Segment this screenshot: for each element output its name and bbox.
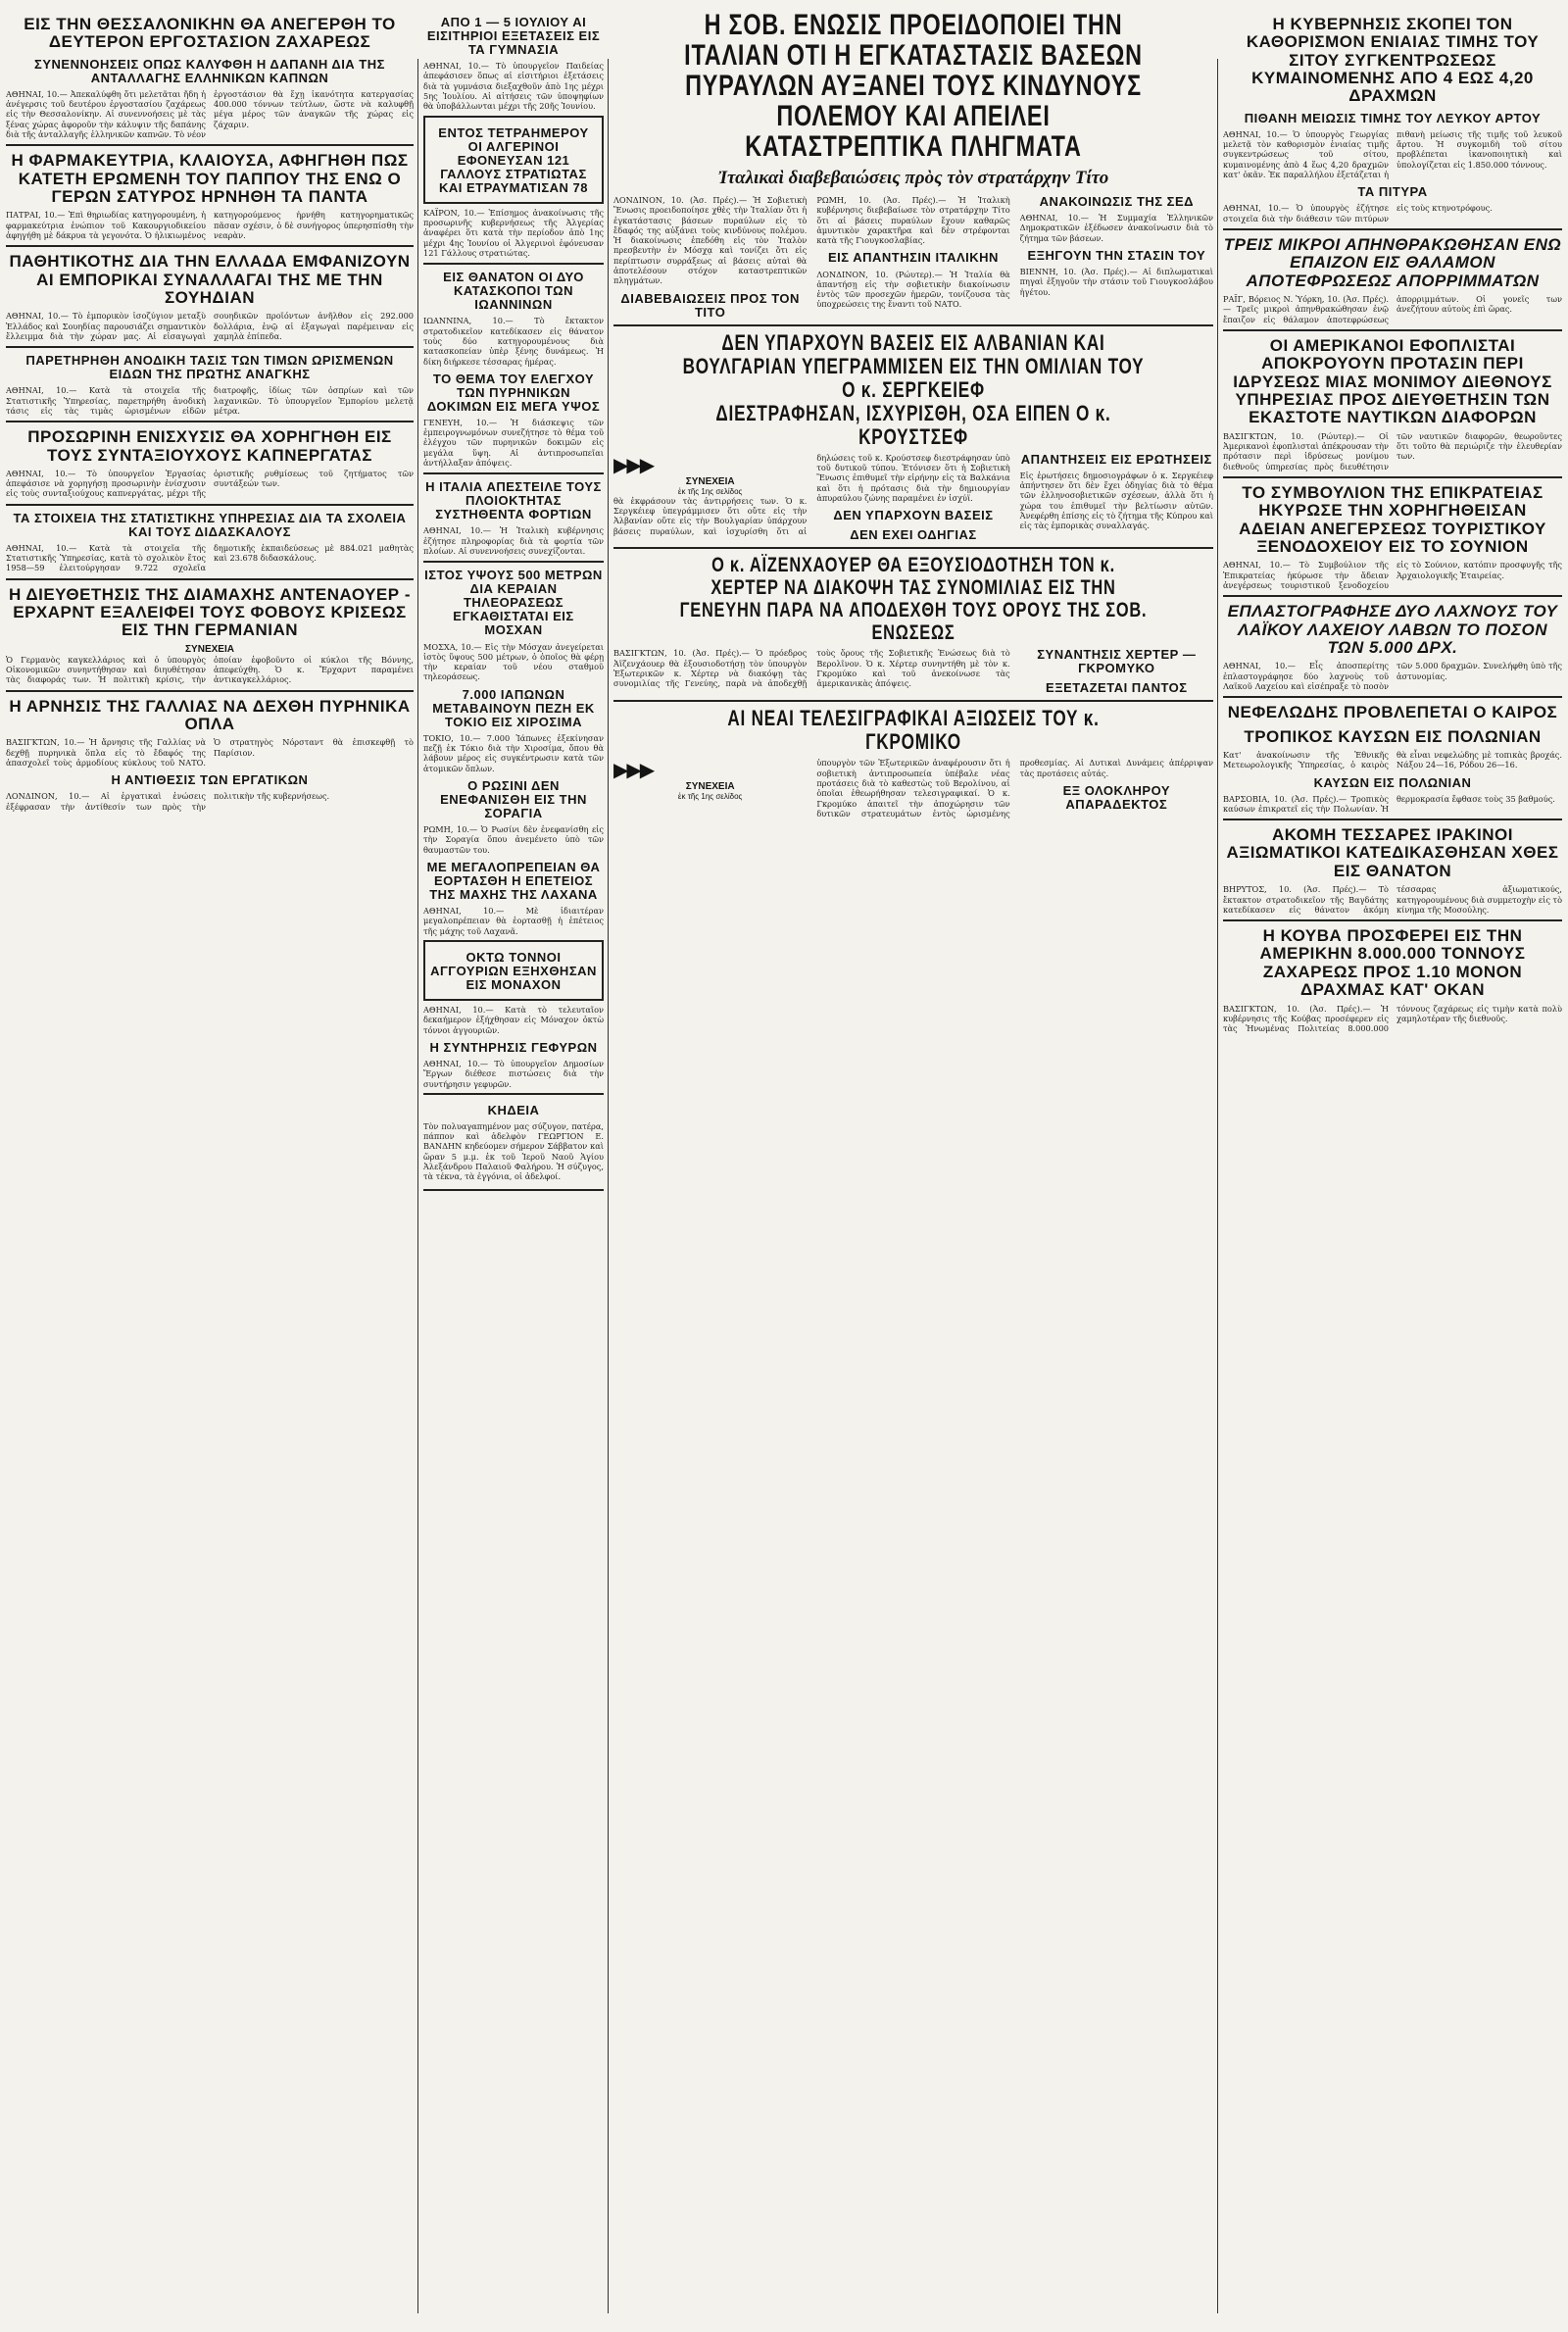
article-lachana: ΑΘΗΝΑΙ, 10.— Μὲ ἰδιαιτέραν μεγαλοπρέπειαν θὰ ἑορτασθῇ ἡ ἐπέτειος τῆς μάχης τοῦ Λαχανᾶ. <box>423 906 604 936</box>
headline-gallia: Η ΑΡΝΗΣΙΣ ΤΗΣ ΓΑΛΛΙΑΣ ΝΑ ΔΕΧΘΗ ΠΥΡΗΝΙΚΑ ΟΠΛΑ <box>9 696 411 734</box>
column-divider <box>1217 59 1218 2313</box>
subhead-pitura: ΤΑ ΠΙΤΥΡΑ <box>1357 184 1428 200</box>
article-times: ΑΘΗΝΑΙ, 10.— Κατὰ τὰ στοιχεῖα τῆς Στατιστικῆς Ὑπηρεσίας, παρετηρήθη ἀνοδικὴ τάσις εἰς τὰς τιμὰς ὡρισμένων εἰδῶν διατροφῆς, ἰδίως τῶν ὀσπρίων καὶ τῶν λαχανικῶν. Τὸ ὑπουργεῖον Ἐμπορίου μελετᾷ μέτρα. <box>6 385 414 416</box>
column-left <box>6 10 414 2323</box>
headline-irak: ΑΚΟΜΗ ΤΕΣΣΑΡΕΣ ΙΡΑΚΙΝΟΙ ΑΞΙΩΜΑΤΙΚΟΙ ΚΑΤΕΔΙΚΑΣΘΗΣΑΝ ΧΘΕΣ ΕΙΣ ΘΑΝΑΤΟΝ <box>1226 825 1559 880</box>
main-subheadline: Ἰταλικαὶ διαβεβαιώσεις πρὸς τὸν στρατάρχην Τίτο <box>717 168 1109 188</box>
headline-lachana: ΜΕ ΜΕΓΑΛΟΠΡΕΠΕΙΑΝ ΘΑ ΕΟΡΤΑΣΘΗ Η ΕΠΕΤΕΙΟΣ ΤΗΣ ΜΑΧΗΣ ΤΗΣ ΛΑΧΑΝΑ <box>426 859 601 903</box>
headline-kouba: Η ΚΟΥΒΑ ΠΡΟΣΦΕΡΕΙ ΕΙΣ ΤΗΝ ΑΜΕΡΙΚΗΝ 8.000.000 ΤΟΝΝΟΥΣ ΖΑΧΑΡΕΩΣ ΠΡΟΣ 1.10 ΜΟΝΟΝ ΔΡΑΧΜΑΣ ΚΑΤ' ΟΚΑΝ <box>1259 926 1526 1000</box>
article-exetaseis: ΑΘΗΝΑΙ, 10.— Τὸ ὑπουργεῖον Παιδείας ἀπεφάσισεν ὅπως αἱ εἰσιτήριοι ἐξετάσεις διὰ τὰ γυμνάσια διεξαχθοῦν ἀπὸ 1ης μέχρι 5ης Ἰουλίου. Αἱ αἰτήσεις τῶν ὑποψηφίων θὰ ὑποβάλλωνται μέχρι τῆς 20ῆς Ἰουνίου. <box>423 61 604 112</box>
article-kouba: ΒΑΣΙΓΚΤΩΝ, 10. (Ἀσ. Πρές).— Ἡ κυβέρνησις τῆς Κούβας προσέφερεν εἰς τὰς Ἡνωμένας Πολιτείας 8.000.000 τόννους ζαχάρεως εἰς τιμὴν κατὰ πολὺ χαμηλοτέραν τῆς διεθνοῦς. <box>1223 1003 1562 1034</box>
column-divider <box>608 59 609 2313</box>
funeral-text: Τὸν πολυαγαπημένον μας σύζυγον, πατέρα, πάππον καὶ ἀδελφὸν ΓΕΩΡΓΙΟΝ Ε. ΒΑΝΔΗΝ κηδεύομεν σήμερον Σάββατον καὶ ὥραν 5 μ.μ. ἐκ τοῦ Ἱεροῦ Ναοῦ Ἁγίου Ἀλεξάνδρου Παλαιοῦ Φαλήρου. Ἡ σύζυγος, τὰ τέκνα, τὰ ἐγγόνια, οἱ ἀδελφοί. <box>423 1120 604 1182</box>
subhead-gromyko-meeting: ΣΥΝΑΝΤΗΣΙΣ ΧΕΡΤΕΡ — ΓΚΡΟΜΥΚΟ <box>1037 647 1197 676</box>
headline-algerinoi: ΕΝΤΟΣ ΤΕΤΡΑΗΜΕΡΟΥ ΟΙ ΑΛΓΕΡΙΝΟΙ ΕΦΟΝΕΥΣΑΝ 121 ΓΑΛΛΟΥΣ ΣΤΡΑΤΙΩΤΑΣ ΚΑΙ ΕΤΡΑΥΜΑΤΙΣΑΝ 78 <box>438 124 589 195</box>
article-sed: ΑΘΗΝΑΙ, 10.— Ἡ Συμμαχία Ἑλληνικῶν Δημοκρατικῶν ἐξέδωσεν ἀνακοίνωσιν διὰ τὸ ζήτημα τῶν βάσεων. <box>1019 213 1213 243</box>
article-main: ΛΟΝΔΙΝΟΝ, 10. (Ἀσ. Πρές).— Ἡ Σοβιετικὴ Ἕνωσις προειδοποίησε χθὲς τὴν Ἰταλίαν ὅτι ἡ ἐγκατάστασις βάσεων πυραύλων εἰς τὸ ἔδαφός της αὐξάνει τοὺς κινδύνους πολέμου. Ἡ διακοίνωσις ἐπεδόθη εἰς τὸν Ἰταλὸν πρεσβευτὴν ἐν Μόσχᾳ καὶ τονίζει ὅτι εἰς περίπτωσιν συρράξεως αἱ βάσεις αὐταὶ θὰ ἀποτελέσουν στόχον καταστρεπτικῶν πληγμάτων. <box>613 195 808 286</box>
subhead-den-yparxoun: ΔΕΝ ΥΠΑΡΧΟΥΝ ΒΑΣΕΙΣ <box>833 508 994 523</box>
headline-gefyres: Η ΣΥΝΤΗΡΗΣΙΣ ΓΕΦΥΡΩΝ <box>429 1039 598 1055</box>
article-zachari: ΑΘΗΝΑΙ, 10.— Ἀπεκαλύφθη ὅτι μελετᾶται ἤδη ἡ ἀνέγερσις τοῦ δευτέρου ἐργοστασίου ζαχάρεως εἰς τὴν Θεσσαλονίκην. Αἱ συνεννοήσεις μὲ τὰς ξένας χώρας ἀφοροῦν τὴν κάλυψιν τῆς δαπάνης διὰ τῆς ἀνταλλαγῆς ἑλληνικῶν καπνῶν. Τὸ νέον ἐργοστάσιον θὰ ἔχῃ ἱκανότητα κατεργασίας 400.000 τόννων τεύτλων, ὥστε νὰ καλυφθῇ μέγα μέρος τῶν ἀναγκῶν τῆς χώρας εἰς ζάχαριν. <box>6 88 414 139</box>
article-istos: ΜΟΣΧΑ, 10.— Εἰς τὴν Μόσχαν ἀνεγείρεται ἱστὸς ὕψους 500 μέτρων, ὁ ὁποῖος θὰ φέρῃ τὴν κεραίαν τοῦ νέου σταθμοῦ τηλεοράσεως. <box>423 641 604 682</box>
headline-zachari: ΕΙΣ ΤΗΝ ΘΕΣΣΑΛΟΝΙΚΗΝ ΘΑ ΑΝΕΓΕΡΘΗ ΤΟ ΔΕΥΤΕΡΟΝ ΕΡΓΟΣΤΑΣΙΟΝ ΖΑΧΑΡΕΩΣ <box>24 15 396 52</box>
funeral-heading: ΚΗΔΕΙΑ <box>487 1102 540 1117</box>
article-stasis: ΒΙΕΝΝΗ, 10. (Ἀσ. Πρές).— Αἱ διπλωματικαὶ πηγαὶ ἐξηγοῦν τὴν στάσιν τοῦ Γιουγκοσλάβου ἡγέτου. <box>1019 266 1213 297</box>
article-efoplistai: ΒΑΣΙΓΚΤΩΝ, 10. (Ρώυτερ).— Οἱ Ἀμερικανοὶ ἐφοπλισταὶ ἀπέκρουσαν τὴν πρότασιν περὶ ἱδρύσεως μονίμου διεθνοῦς ὑπηρεσίας πρὸς διευθέτησιν τῶν ναυτικῶν διαφορῶν, θεωροῦντες ὅτι τοῦτο θὰ περιώριζε τὴν ἐλευθερίαν των. <box>1223 430 1562 471</box>
arrow-ornament-icon: ▶▶▶ <box>613 452 654 476</box>
article-pitura: ΑΘΗΝΑΙ, 10.— Ὁ ὑπουργὸς ἐζήτησε στοιχεῖα διὰ τὴν διάθεσιν τῶν πιτύρων εἰς τοὺς κτηνοτρόφους. <box>1223 203 1493 223</box>
headline-eisenhower: Ο κ. ΑΪΖΕΝΧΑΟΥΕΡ ΘΑ ΕΞΟΥΣΙΟΔΟΤΗΣΗ ΤΟΝ κ. ΧΕΡΤΕΡ ΝΑ ΔΙΑΚΟΨΗ ΤΑΣ ΣΥΝΟΜΙΛΙΑΣ ΕΙΣ ΤΗΝ ΓΕΝΕΥΗΝ ΠΑΡΑ ΝΑ ΑΠΟΔΕΧΘΗ ΤΟΥΣ ΟΡΟΥΣ ΤΗΣ ΣΟΒ. ΕΝΩΣΕΩΣ <box>679 554 1148 645</box>
funeral-notice <box>423 1093 604 1191</box>
arrow-ornament-icon: ▶▶▶ <box>613 758 654 782</box>
headline-sounion: ΤΟ ΣΥΜΒΟΥΛΙΟΝ ΤΗΣ ΕΠΙΚΡΑΤΕΙΑΣ ΗΚΥΡΩΣΕ ΤΗΝ ΧΟΡΗΓΗΘΕΙΣΑΝ ΑΔΕΙΑΝ ΑΝΕΓΕΡΣΕΩΣ ΤΟΥΡΙΣΤΙΚΟΥ ΞΕΝΟΔΟΧΕΙΟΥ ΕΙΣ ΤΟ ΣΟΥΝΙΟΝ <box>1239 482 1546 556</box>
article-sitos: ΑΘΗΝΑΙ, 10.— Ὁ ὑπουργὸς Γεωργίας μελετᾷ τὸν καθορισμὸν ἑνιαίας τιμῆς συγκεντρώσεως τοῦ σίτου, κυμαινομένης ἀπὸ 4 ἕως 4,20 δραχμῶν κατ' ὀκᾶν. Ἐκ παραλλήλου ἐξετάζεται ἡ πιθανὴ μείωσις τῆς τιμῆς τοῦ λευκοῦ ἄρτου. Ἡ συγκομιδὴ τοῦ σίτου προβλέπεται ἱκανοποιητικὴ καὶ ὑπολογίζεται εἰς 1.850.000 τόννους. <box>1223 128 1562 180</box>
article-eisenhower: ΒΑΣΙΓΚΤΩΝ, 10. (Ἀσ. Πρές).— Ὁ πρόεδρος Ἀϊζενχάουερ θὰ ἐξουσιοδοτήσῃ τὸν ὑπουργὸν Ἐξωτερικῶν κ. Χέρτερ νὰ διακόψῃ τὰς συνομιλίας τῆς Γενεύης, παρὰ νὰ ἀποδεχθῇ τοὺς ὅρους τῆς Σοβιετικῆς Ἑνώσεως διὰ τὸ Βερολῖνον. Ὁ κ. Χέρτερ συνηντήθη μὲ τὸν κ. Γκρομύκο καὶ τοῦ ἀνεκοίνωσε τὰς ἀμερικανικὰς ἀπόψεις. <box>613 648 1010 689</box>
headline-kafson: ΤΡΟΠΙΚΟΣ ΚΑΥΣΩΝ ΕΙΣ ΠΟΛΩΝΙΑΝ <box>1244 726 1542 746</box>
headline-statistiki: ΤΑ ΣΤΟΙΧΕΙΑ ΤΗΣ ΣΤΑΤΙΣΤΙΚΗΣ ΥΠΗΡΕΣΙΑΣ ΔΙΑ ΤΑ ΣΧΟΛΕΙΑ ΚΑΙ ΤΟΥΣ ΔΙΔΑΣΚΑΛΟΥΣ <box>13 510 407 539</box>
column-divider <box>417 59 418 2313</box>
headline-italia: Η ΙΤΑΛΙΑ ΑΠΕΣΤΕΙΛΕ ΤΟΥΣ ΠΛΟΙΟΚΤΗΤΑΣ ΣΥΣΤΗΘΕΝΤΑ ΦΟΡΤΙΩΝ <box>425 479 602 522</box>
headline-aggouria: ΟΚΤΩ ΤΟΝΝΟΙ ΑΓΓΟΥΡΙΩΝ ΕΞΗΧΘΗΣΑΝ ΕΙΣ ΜΟΝΑΧΟΝ <box>430 949 597 993</box>
article-pyrinika: ΓΕΝΕΥΗ, 10.— Ἡ διάσκεψις τῶν ἐμπειρογνωμόνων συνεζήτησε τὸ θέμα τοῦ ἐλέγχου τῶν πυρηνικῶν δοκιμῶν εἰς μεγάλα ὕψη. Αἱ ἀντιπροσωπεῖαι ἀντήλλαξαν ἀπόψεις. <box>423 417 604 469</box>
article-gromyko: ὑπουργὸν τῶν Ἐξωτερικῶν ἀναφέρουσιν ὅτι ἡ σοβιετικὴ ἀντιπροσωπεία ὑπέβαλε νέας προτάσεις διὰ τὸ καθεστὼς τοῦ Βερολίνου, αἱ ὁποῖαι ἐθεωρήθησαν τελεσιγραφικαί. Ὁ κ. Γκρομύκο ἀπαιτεῖ τὴν ἀποχώρησιν τῶν δυτικῶν στρατευμάτων ἐντὸς ὡρισμένης προθεσμίας. Αἱ Δυτικαὶ Δυνάμεις ἀπέρριψαν τὰς προτάσεις αὐτάς. <box>816 758 1213 819</box>
article-souidia: ΑΘΗΝΑΙ, 10.— Τὸ ἐμπορικὸν ἰσοζύγιον μεταξὺ Ἑλλάδος καὶ Σουηδίας παρουσιάζει σημαντικὸν ἔλλειμμα διὰ τὴν χώραν μας. Αἱ εἰσαγωγαὶ σουηδικῶν προϊόντων ἀνῆλθον εἰς 292.000 δολλάρια, ἐνῷ αἱ ἐξαγωγαὶ παρέμειναν εἰς χαμηλὰ ἐπίπεδα. <box>6 311 414 341</box>
headline-pyrinika: ΤΟ ΘΕΜΑ ΤΟΥ ΕΛΕΓΧΟΥ ΤΩΝ ΠΥΡΗΝΙΚΩΝ ΔΟΚΙΜΩΝ ΕΙΣ ΜΕΓΑ ΥΨΟΣ <box>426 371 601 414</box>
subhead-polonia: ΚΑΥΣΩΝ ΕΙΣ ΠΟΛΩΝΙΑΝ <box>1313 774 1472 790</box>
continuation-label: ΣΥΝΕΧΕΙΑ <box>685 475 735 487</box>
headline-times: ΠΑΡΕΤΗΡΗΘΗ ΑΝΟΔΙΚΗ ΤΑΣΙΣ ΤΩΝ ΤΙΜΩΝ ΩΡΙΣΜΕΝΩΝ ΕΙΔΩΝ ΤΗΣ ΠΡΩΤΗΣ ΑΝΑΓΚΗΣ <box>25 353 394 382</box>
article-reply: ΛΟΝΔΙΝΟΝ, 10. (Ρώυτερ).— Ἡ Ἰταλία θὰ ἀπαντήσῃ εἰς τὴν σοβιετικὴν διακοίνωσιν ἐντὸς τῶν προσεχῶν ἡμερῶν, τονίζουσα τὰς ὑποχρεώσεις της ἔναντι τοῦ ΝΑΤΟ. <box>816 269 1010 310</box>
headline-iapones: 7.000 ΙΑΠΩΝΩΝ ΜΕΤΑΒΑΙΝΟΥΝ ΠΕΖΗ ΕΚ ΤΟΚΙΟ ΕΙΣ ΧΙΡΟΣΙΜΑ <box>432 686 595 729</box>
headline-laxeio: ΕΠΛΑΣΤΟΓΡΑΦΗΣΕ ΔΥΟ ΛΑΧΝΟΥΣ ΤΟΥ ΛΑΪΚΟΥ ΛΑΧΕΙΟΥ ΛΑΒΩΝ ΤΟ ΠΟΣΟΝ ΤΩΝ 5.000 ΔΡΧ. <box>1227 602 1558 657</box>
article-kataskopoi: ΙΩΑΝΝΙΝΑ, 10.— Τὸ ἔκτακτον στρατοδικεῖον κατεδίκασεν εἰς θάνατον τοὺς δύο κατηγορουμένους διὰ κατασκοπείαν ὑπὲρ ξένης δυνάμεως. Ἡ δίκη διήρκεσε τέσσαρας ἡμέρας. <box>423 316 604 367</box>
subhead-stasis: ΕΞΗΓΟΥΝ ΤΗΝ ΣΤΑΣΙΝ ΤΟΥ <box>1027 247 1206 263</box>
article-mikroi: ΡΑΪΓ, Βόρειος Ν. Ὑόρκη, 10. (Ἀσ. Πρές).— Τρεῖς μικροὶ ἀπηνθρακώθησαν ἐνῷ ἔπαιζον εἰς θάλαμον ἀποτεφρώσεως ἀπορριμμάτων. Οἱ γονεῖς των ἀνεζήτουν αὐτοὺς ἐπὶ ὥρας. <box>1223 294 1562 324</box>
headline-gromyko: ΑΙ ΝΕΑΙ ΤΕΛΕΣΙΓΡΑΦΙΚΑΙ ΑΞΙΩΣΕΙΣ ΤΟΥ κ. ΓΚΡΟΜΙΚΟ <box>727 706 1100 755</box>
article-rosini: ΡΩΜΗ, 10.— Ὁ Ρωσίνι δὲν ἐνεφανίσθη εἰς τὴν Σοραγία ὅπου ἀνεμένετο ὑπὸ τῶν θαυμαστῶν του. <box>423 824 604 855</box>
subhead-tito: ΔΙΑΒΕΒΑΙΩΣΕΙΣ ΠΡΟΣ ΤΟΝ ΤΙΤΟ <box>620 290 800 320</box>
article-italia: ΑΘΗΝΑΙ, 10.— Ἡ Ἰταλικὴ κυβέρνησις ἐζήτησε πληροφορίας διὰ τὰ φορτία τῶν πλοίων. Αἱ συνεννοήσεις συνεχίζονται. <box>423 525 604 557</box>
subhead-reply: ΕΙΣ ΑΠΑΝΤΗΣΙΝ ΙΤΑΛΙΚΗΝ <box>828 250 999 266</box>
article-sergeiev-2: Εἰς ἐρωτήσεις δημοσιογράφων ὁ κ. Σεργκέιεφ ἀπήντησεν ὅτι δὲν ἔχει ὁδηγίας διὰ τὸ θέμα τῶν ἑλληνοσοβιετικῶν σχέσεων, ἀλλὰ ὅτι ἡ χώρα του ἐπιθυμεῖ τὴν βελτίωσιν αὐτῶν. Ἀνεφέρθη ἐπίσης εἰς τὸ ζήτημα τῆς Κύπρου καὶ εἰς τὰς ἐμπορικὰς συναλλαγάς. <box>1019 470 1213 531</box>
article-polonia: ΒΑΡΣΟΒΙΑ, 10. (Ἀσ. Πρές).— Τροπικὸς καύσων ἐπικρατεῖ εἰς τὴν Πολωνίαν. Ἡ θερμοκρασία ἔφθασε τοὺς 35 βαθμούς. <box>1223 793 1555 814</box>
headline-kapnergates: ΠΡΟΣΩΡΙΝΗ ΕΝΙΣΧΥΣΙΣ ΘΑ ΧΟΡΗΓΗΘΗ ΕΙΣ ΤΟΥΣ ΣΥΝΤΑΞΙΟΥΧΟΥΣ ΚΑΠΝΕΡΓΑΤΑΣ <box>27 427 392 465</box>
article-kairos: Κατ' ἀνακοίνωσιν τῆς Ἐθνικῆς Μετεωρολογικῆς Ὑπηρεσίας, ὁ καιρὸς θὰ εἶναι νεφελώδης μὲ τοπικὰς βροχάς. Νάξου 24—16, Ρόδου 26—16. <box>1223 749 1562 770</box>
article-farmakeftria: ΠΑΤΡΑΙ, 10.— Ἐπὶ θηριωδίας κατηγορουμένη, ἡ φαρμακεύτρια ἐνώπιον τοῦ Κακουργιοδικείου ἀφηγήθη μὲ δάκρυα τὰ γεγονότα. Ὁ ἡλικιωμένος κατηγορούμενος ἠρνήθη κατηγορηματικῶς πᾶσαν σχέσιν, ὁ δὲ συνήγορος ὑπερησπίσθη τὴν νεαρὰν. <box>6 210 414 240</box>
subhead-odigies: ΔΕΝ ΕΧΕΙ ΟΔΗΓΙΑΣ <box>850 527 977 543</box>
headline-sergeiev: ΔΕΝ ΥΠΑΡΧΟΥΝ ΒΑΣΕΙΣ ΕΙΣ ΑΛΒΑΝΙΑΝ ΚΑΙ ΒΟΥΛΓΑΡΙΑΝ ΥΠΕΓΡΑΜΜΙΣΕΝ ΕΙΣ ΤΗΝ ΟΜΙΛΙΑΝ ΤΟΥ Ο κ. ΣΕΡΓΚΕΙΕΦ <box>682 329 1145 402</box>
headline-exetaseis: ΑΠΟ 1 — 5 ΙΟΥΛΙΟΥ ΑΙ ΕΙΣΙΤΗΡΙΟΙ ΕΞΕΤΑΣΕΙΣ ΕΙΣ ΤΑ ΓΥΜΝΑΣΙΑ <box>426 15 601 58</box>
headline-kairos: ΝΕΦΕΛΩΔΗΣ ΠΡΟΒΛΕΠΕΤΑΙ Ο ΚΑΙΡΟΣ <box>1227 703 1558 722</box>
article-tito: ΡΩΜΗ, 10. (Ἀσ. Πρές).— Ἡ Ἰταλικὴ κυβέρνησις διεβεβαίωσε τὸν στρατάρχην Τίτο ὅτι αἱ βάσεις πυραύλων ἔχουν καθαρῶς ἀμυντικὸν χαρακτῆρα καὶ δὲν στρέφονται κατὰ τῆς Γιουγκοσλαβίας. <box>816 195 1010 246</box>
article-sounion: ΑΘΗΝΑΙ, 10.— Τὸ Συμβούλιον τῆς Ἐπικρατείας ἠκύρωσε τὴν ἄδειαν ἀνεγέρσεως τουριστικοῦ ξενοδοχείου εἰς τὸ Σούνιον, κατόπιν προσφυγῆς τῆς Ἀρχαιολογικῆς Ἑταιρείας. <box>1223 560 1562 590</box>
subhead-aparadektos: ΕΞ ΟΛΟΚΛΗΡΟΥ ΑΠΑΡΑΔΕΚΤΟΣ <box>1062 782 1171 812</box>
headline-farmakeftria: Η ΦΑΡΜΑΚΕΥΤΡΙΑ, ΚΛΑΙΟΥΣΑ, ΑΦΗΓΗΘΗ ΠΩΣ ΚΑΤΕΤΗ ΕΡΩΜΕΝΗ ΤΟΥ ΠΑΠΠΟΥ ΤΗΣ ΕΝΩ Ο ΓΕΡΩΝ ΣΑΤΥΡΟΣ ΗΡΝΗΘΗ ΤΑ ΠΑΝΤΑ <box>11 151 409 206</box>
headline-ergatikoi: Η ΑΝΤΙΘΕΣΙΣ ΤΩΝ ΕΡΓΑΤΙΚΩΝ <box>111 772 309 788</box>
article-algerinoi: ΚΑΪΡΟΝ, 10.— Ἐπίσημος ἀνακοίνωσις τῆς προσωρινῆς κυβερνήσεως τῆς Ἀλγερίας ἀναφέρει ὅτι κατὰ τὴν περίοδον ἀπὸ 1ης μέχρι 4ης Ἰουνίου οἱ Ἀλγερινοὶ ἐφόνευσαν 121 Γάλλους στρατιώτας. <box>423 207 604 258</box>
continuation-kicker: ἐκ τῆς 1ης σελίδος <box>677 486 743 496</box>
article-ergatikoi: ΛΟΝΔΙΝΟΝ, 10.— Αἱ ἐργατικαὶ ἑνώσεις ἐξέφρασαν τὴν ἀντίθεσίν των πρὸς τὴν πολιτικὴν τῆς κυβερνήσεως. <box>6 791 330 812</box>
subhead-exetazetai: ΕΞΕΤΑΖΕΤΑΙ ΠΑΝΤΟΣ <box>1046 680 1188 696</box>
article-gefyres: ΑΘΗΝΑΙ, 10.— Τὸ ὑπουργεῖον Δημοσίων Ἔργων διέθεσε πιστώσεις διὰ τὴν συντήρησιν γεφυρῶν. <box>423 1058 604 1089</box>
headline-efoplistai: ΟΙ ΑΜΕΡΙΚΑΝΟΙ ΕΦΟΠΛΙΣΤΑΙ ΑΠΟΚΡΟΥΟΥΝ ΠΡΟΤΑΣΙΝ ΠΕΡΙ ΙΔΡΥΣΕΩΣ ΜΙΑΣ ΜΟΝΙΜΟΥ ΔΙΕΘΝΟΥΣ ΥΠΗΡΕΣΙΑΣ ΠΡΟΣ ΔΙΕΥΘΕΤΗΣΙΝ ΤΩΝ ΕΚΑΣΤΟΤΕ ΝΑΥΤΙΚΩΝ ΔΙΑΦΟΡΩΝ <box>1233 335 1552 427</box>
article-laxeio: ΑΘΗΝΑΙ, 10.— Εἷς ἀποσπερίτης ἐπλαστογράφησε δύο λαχνοὺς τοῦ Λαϊκοῦ Λαχείου καὶ εἰσέπραξε τὸ ποσὸν τῶν 5.000 δραχμῶν. Συνελήφθη ὑπὸ τῆς ἀστυνομίας. <box>1223 661 1562 691</box>
continuation-kicker: ἐκ τῆς 1ης σελίδος <box>677 792 743 802</box>
article-iapones: ΤΟΚΙΟ, 10.— 7.000 Ἰάπωνες ἐξεκίνησαν πεζῇ ἐκ Τόκιο διὰ τὴν Χιροσίμα, ὅπου θὰ λάβουν μέρος εἰς συγκέντρωσιν κατὰ τῶν ἀτομικῶν ὅπλων. <box>423 732 604 773</box>
headline-kroustsef: ΔΙΕΣΤΡΑΦΗΣΑΝ, ΙΣΧΥΡΙΣΘΗ, ΟΣΑ ΕΙΠΕΝ Ο κ. ΚΡΟΥΣΤΣΕΦ <box>715 400 1111 449</box>
article-sergeiev: θὰ ἐκφράσουν τὰς ἀντιρρήσεις των. Ὁ κ. Σεργκέιεφ ὑπεγράμμισεν ὅτι οὔτε εἰς τὴν Ἀλβανίαν οὔτε εἰς τὴν Βουλγαρίαν ὑπάρχουν βάσεις πυραύλων, καὶ ἰσχυρίσθη ὅτι αἱ δηλώσεις τοῦ κ. Κρούστσεφ διεστράφησαν ὑπὸ τοῦ δυτικοῦ τύπου. Ἐτόνισεν ὅτι ἡ Σοβιετικὴ Ἕνωσις ἐπιθυμεῖ τὴν εἰρήνην εἰς τὰ Βαλκάνια καὶ ὅτι ἡ πρότασις διὰ τὴν δημιουργίαν ἀπυραύλου ζώνης παραμένει ἐν ἰσχύϊ. <box>613 452 1010 536</box>
subheadline-artos: ΠΙΘΑΝΗ ΜΕΙΩΣΙΣ ΤΙΜΗΣ ΤΟΥ ΛΕΥΚΟΥ ΑΡΤΟΥ <box>1244 110 1542 125</box>
continuation-label: ΣΥΝΕΧΕΙΑ <box>185 643 234 655</box>
column-right <box>1223 10 1562 2323</box>
subhead-erotiseis: ΑΠΑΝΤΗΣΕΙΣ ΕΙΣ ΕΡΩΤΗΣΕΙΣ <box>1020 451 1212 467</box>
article-aggouria: ΑΘΗΝΑΙ, 10.— Κατὰ τὸ τελευταῖον δεκαήμερον ἐξήχθησαν εἰς Μόναχον ὀκτὼ τόννοι ἀγγουριῶν. <box>423 1005 604 1035</box>
headline-souidia: ΠΑΘΗΤΙΚΟΤΗΣ ΔΙΑ ΤΗΝ ΕΛΛΑΔΑ ΕΜΦΑΝΙΖΟΥΝ ΑΙ ΕΜΠΟΡΙΚΑΙ ΣΥΝΑΛΛΑΓΑΙ ΤΗΣ ΜΕ ΤΗΝ ΣΟΥΗΔΙΑΝ <box>9 252 411 307</box>
headline-kataskopoi: ΕΙΣ ΘΑΝΑΤΟΝ ΟΙ ΔΥΟ ΚΑΤΑΣΚΟΠΟΙ ΤΩΝ ΙΩΑΝΝΙΝΩΝ <box>443 270 584 313</box>
headline-adenauer: Η ΔΙΕΥΘΕΤΗΣΙΣ ΤΗΣ ΔΙΑΜΑΧΗΣ ΑΝΤΕΝΑΟΥΕΡ - ΕΡΧΑΡΝΤ ΕΞΑΛΕΙΦΕΙ ΤΟΥΣ ΦΟΒΟΥΣ ΚΡΙΣΕΩΣ ΕΙΣ ΤΗΝ ΓΕΡΜΑΝΙΑΝ <box>9 584 411 640</box>
headline-sitos: Η ΚΥΒΕΡΝΗΣΙΣ ΣΚΟΠΕΙ ΤΟΝ ΚΑΘΟΡΙΣΜΟΝ ΕΝΙΑΙΑΣ ΤΙΜΗΣ ΤΟΥ ΣΙΤΟΥ ΣΥΓΚΕΝΤΡΩΣΕΩΣ ΚΥΜΑΙΝΟΜΕΝΗΣ ΑΠΟ 4 ΕΩΣ 4,20 ΔΡΑΧΜΩΝ <box>1246 15 1540 106</box>
headline-mikroi: ΤΡΕΙΣ ΜΙΚΡΟΙ ΑΠΗΝΘΡΑΚΩΘΗΣΑΝ ΕΝΩ ΕΠΑΙΖΟΝ ΕΙΣ ΘΑΛΑΜΟΝ ΑΠΟΤΕΦΡΩΣΕΩΣ ΑΠΟΡΡΙΜΜΑΤΩΝ <box>1223 234 1562 290</box>
column-second <box>423 10 604 2323</box>
article-irak: ΒΗΡΥΤΟΣ, 10. (Ἀσ. Πρές).— Τὸ ἔκτακτον στρατοδικεῖον τῆς Βαγδάτης κατεδίκασεν εἰς θάνατον ἀκόμη τέσσαρας ἀξιωματικούς, κατηγορουμένους διὰ συμμετοχὴν εἰς τὸ κίνημα τῆς Μοσούλης. <box>1223 884 1562 915</box>
article-gallia: ΒΑΣΙΓΚΤΩΝ, 10.— Ἡ ἄρνησις τῆς Γαλλίας νὰ δεχθῇ πυρηνικὰ ὅπλα εἰς τὸ ἔδαφός της ἀπασχολεῖ τοὺς ἁρμοδίους κύκλους τοῦ ΝΑΤΟ. Ὁ στρατηγὸς Νόρσταντ θὰ ἐπισκεφθῇ τὸ Παρίσιον. <box>6 737 414 768</box>
main-headline: Η ΣΟΒ. ΕΝΩΣΙΣ ΠΡΟΕΙΔΟΠΟΙΕΙ ΤΗΝ ΙΤΑΛΙΑΝ ΟΤΙ Η ΕΓΚΑΤΑΣΤΑΣΙΣ ΒΑΣΕΩΝ ΠΥΡΑΥΛΩΝ ΑΥΞΑΝΕΙ ΤΟΥΣ ΚΙΝΔΥΝΟΥΣ ΠΟΛΕΜΟΥ ΚΑΙ ΑΠΕΙΛΕΙ ΚΑΤΑΣΤΡΕΠΤΙΚΑ ΠΛΗΓΜΑΤΑ <box>684 10 1143 163</box>
article-adenauer: Ὁ Γερμανὸς καγκελλάριος καὶ ὁ ὑπουργὸς Οἰκονομικῶν συνηντήθησαν καὶ διηυθέτησαν τὰς διαφοράς των. Ἡ πολιτικὴ κρίσις, τὴν ὁποίαν ἐφοβοῦντο οἱ κύκλοι τῆς Βόννης, ἀπεφεύχθη. Ὁ κ. Ἔρχαρντ παραμένει ἀντικαγκελλάριος. <box>6 654 414 685</box>
article-kapnergates: ΑΘΗΝΑΙ, 10.— Τὸ ὑπουργεῖον Ἐργασίας ἀπεφάσισε νὰ χορηγήσῃ προσωρινὴν ἐνίσχυσιν εἰς τοὺς συνταξιούχους καπνεργάτας, μέχρι τῆς ὁριστικῆς ρυθμίσεως τοῦ ζητήματος τῶν συντάξεών των. <box>6 468 414 499</box>
column-center <box>613 10 1213 2323</box>
headline-istos: ΙΣΤΟΣ ΥΨΟΥΣ 500 ΜΕΤΡΩΝ ΔΙΑ ΚΕΡΑΙΑΝ ΤΗΛΕΟΡΑΣΕΩΣ ΕΓΚΑΘΙΣΤΑΤΑΙ ΕΙΣ ΜΟΣΧΑΝ <box>424 568 603 638</box>
article-statistiki: ΑΘΗΝΑΙ, 10.— Κατὰ τὰ στοιχεῖα τῆς Στατιστικῆς Ὑπηρεσίας, κατὰ τὸ σχολικὸν ἔτος 1958—59 ἐλειτούργησαν 9.722 σχολεῖα δημοτικῆς ἐκπαιδεύσεως μὲ 884.021 μαθητὰς καὶ 23.678 διδασκάλους. <box>6 542 414 573</box>
subhead-sed: ΑΝΑΚΟΙΝΩΣΙΣ ΤΗΣ ΣΕΔ <box>1039 194 1194 209</box>
subheadline-kapnoi: ΣΥΝΕΝΝΟΗΣΕΙΣ ΟΠΩΣ ΚΑΛΥΦΘΗ Η ΔΑΠΑΝΗ ΔΙΑ ΤΗΣ ΑΝΤΑΛΛΑΓΗΣ ΕΛΛΗΝΙΚΩΝ ΚΑΠΝΩΝ <box>34 56 385 85</box>
continuation-label: ΣΥΝΕΧΕΙΑ <box>685 781 735 793</box>
headline-rosini: Ο ΡΩΣΙΝΙ ΔΕΝ ΕΝΕΦΑΝΙΣΘΗ ΕΙΣ ΤΗΝ ΣΟΡΑΓΙΑ <box>440 777 587 821</box>
